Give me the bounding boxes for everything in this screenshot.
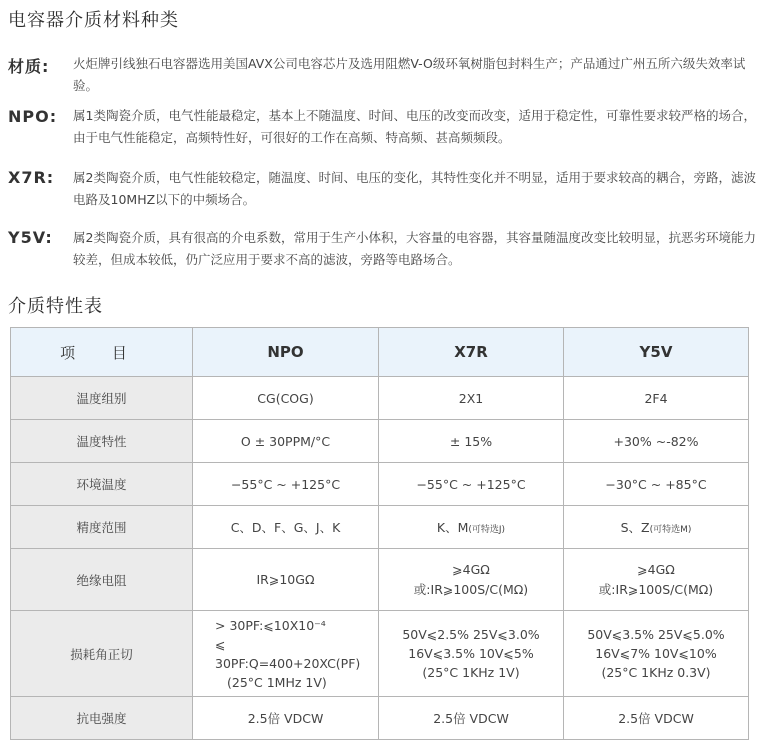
table-row [11, 420, 749, 463]
cell-y5v [564, 611, 749, 697]
cell-npo: CG(COG) [193, 377, 379, 420]
row-label: 损耗角正切 [11, 611, 193, 697]
entry-label: X7R: [8, 168, 55, 187]
cell-line: ⩽ 30PF:Q=400+20XC(PF) [215, 636, 361, 671]
precision-note: (可特选M) [649, 525, 692, 535]
table-row [11, 697, 749, 740]
header-x7r: X7R [379, 328, 564, 377]
table-row [11, 506, 749, 549]
cell-line: 16V⩽3.5% 10V⩽5% [408, 646, 534, 661]
entry-label: 材质: [8, 57, 50, 76]
cell-x7r: 2X1 [379, 377, 564, 420]
cell-y5v [564, 506, 749, 549]
cell-npo: IR⩾10GΩ [193, 549, 379, 611]
entry-text: 属2类陶瓷介质，电气性能较稳定，随温度、时间、电压的变化，其特性变化并不明显，适用于要求较高的耦合，旁路，滤波电路及10MHZ以下的中频场合。 [73, 170, 756, 207]
cell-x7r: ± 15% [379, 420, 564, 463]
cell-line: (25°C 1KHz 0.3V) [601, 665, 711, 680]
cell-line: 16V⩽7% 10V⩽10% [595, 646, 717, 661]
cell-y5v: −30°C ~ +85°C [564, 463, 749, 506]
precision-value: S、Z [620, 520, 650, 535]
table-row [11, 377, 749, 420]
cell-line: 或:IR⩾100S/C(MΩ) [413, 581, 529, 597]
row-label: 温度组别 [11, 377, 193, 420]
table-header-row [11, 328, 749, 377]
cell-npo: −55°C ~ +125°C [193, 463, 379, 506]
dielectric-properties-table [10, 327, 749, 740]
cell-line: (25°C 1MHz 1V) [227, 674, 327, 690]
cell-x7r: −55°C ~ +125°C [379, 463, 564, 506]
cell-npo: 2.5倍 VDCW [193, 697, 379, 740]
cell-y5v: 2.5倍 VDCW [564, 697, 749, 740]
cell-npo [193, 611, 379, 697]
cell-x7r [379, 611, 564, 697]
cell-npo: C、D、F、G、J、K [193, 506, 379, 549]
header-npo: NPO [193, 328, 379, 377]
cell-y5v: 2F4 [564, 377, 749, 420]
cell-line: ⩾4GΩ [637, 561, 675, 577]
table-title: 介质特性表 [8, 296, 103, 317]
entry-label: NPO: [8, 107, 58, 126]
cell-line: 50V⩽2.5% 25V⩽3.0% [402, 627, 540, 642]
cell-line: ⩾4GΩ [452, 561, 490, 577]
row-label: 绝缘电阻 [11, 549, 193, 611]
row-label: 环境温度 [11, 463, 193, 506]
cell-npo: O ± 30PPM/°C [193, 420, 379, 463]
cell-line: > 30PF:⩽10X10⁻⁴ [215, 617, 326, 633]
cell-x7r: 2.5倍 VDCW [379, 697, 564, 740]
precision-value: K、M [436, 520, 469, 535]
row-label: 精度范围 [11, 506, 193, 549]
entry-text: 属1类陶瓷介质，电气性能最稳定，基本上不随温度、时间、电压的改变而改变，适用于稳定性，可靠性要求较严格的场合，由于电气性能稳定，高频特性好，可很好的工作在高频、特高频、甚高频频段。 [73, 108, 756, 145]
row-label: 温度特性 [11, 420, 193, 463]
table-row [11, 549, 749, 611]
page-title: 电容器介质材料种类 [8, 10, 179, 31]
cell-y5v [564, 549, 749, 611]
table-row [11, 611, 749, 697]
cell-x7r [379, 549, 564, 611]
cell-line: 或:IR⩾100S/C(MΩ) [598, 581, 714, 597]
table-row [11, 463, 749, 506]
header-item: 项 目 [11, 328, 193, 377]
header-y5v: Y5V [564, 328, 749, 377]
cell-line: (25°C 1KHz 1V) [422, 665, 520, 680]
entry-text: 属2类陶瓷介质，具有很高的介电系数，常用于生产小体积，大容量的电容器，其容量随温度改变比较明显，抗恶劣环境能力较差，但成本较低，仍广泛应用于要求不高的滤波，旁路等电路场合。 [73, 230, 756, 267]
cell-x7r [379, 506, 564, 549]
entry-text: 火炬牌引线独石电容器选用美国AVX公司电容芯片及选用阻燃V-O级环氧树脂包封料生产；产品通过广州五所六级失效率试验。 [73, 56, 746, 93]
row-label: 抗电强度 [11, 697, 193, 740]
cell-y5v: +30% ~-82% [564, 420, 749, 463]
entry-label: Y5V: [8, 228, 53, 247]
cell-line: 50V⩽3.5% 25V⩽5.0% [587, 627, 725, 642]
precision-note: (可特选J) [468, 525, 506, 535]
